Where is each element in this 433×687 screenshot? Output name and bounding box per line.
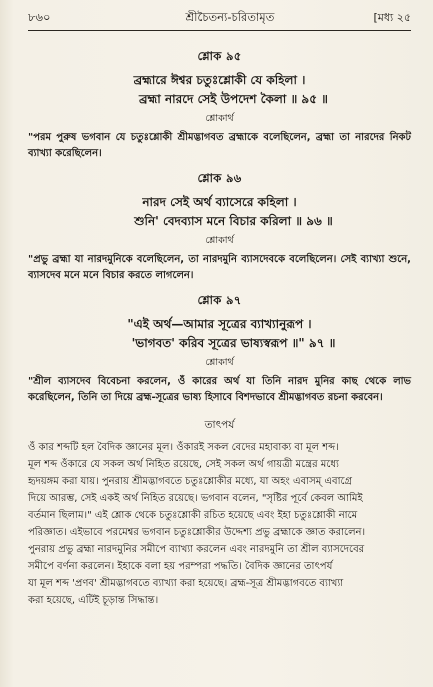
purport-line: করা হয়েছে, এটিই চূড়ান্ত সিদ্ধান্ত। xyxy=(28,595,159,606)
purport-text xyxy=(28,439,411,609)
purport-line: দিয়ে আরম্ভ, সেই একই অর্থ নিহিত রয়েছে। ভগবান বলেন, "সৃষ্টির পূর্বে কেবল আমিই xyxy=(28,493,363,504)
translation-text: "শ্রীল ব্যাসদেব বিবেচনা করলেন, ওঁ কারের অর্থ যা তিনি নারদ মুনির কাছ থেকে লাভ করেছিলেন, তিনি তা দিয়ে ব্রহ্ম-সূত্রের ভাষ্য হিসাবে বিশদভাবে শ্রীমদ্ভাগবত রচনা করবেন। xyxy=(28,376,411,403)
purport-line: যা মূল শব্দ 'প্রণব' শ্রীমদ্ভাগবতে ব্যাখ্যা করা হয়েছে। ব্রহ্ম-সূত্র শ্রীমদ্ভাগবতে ব্যাখ্যা xyxy=(28,578,344,589)
verse-title: শ্লোক ৯৬ xyxy=(197,171,242,185)
header-divider xyxy=(28,30,411,31)
verse-title: শ্লোক ৯৫ xyxy=(197,49,242,63)
verse-line: শুনি' বেদব্যাস মনে বিচার করিলা ॥ ৯৬ ॥ xyxy=(134,214,333,228)
purport-title: তাৎপর্য xyxy=(204,419,235,431)
purport-line: সমীপে বর্ণনা করলেন। ইহাকে বলা হয় পরম্পরা পদ্ধতি। বৈদিক জ্ঞানের তাৎপর্য xyxy=(28,561,333,572)
translation-text: "প্রভু ব্রহ্মা যা নারদমুনিকে বলেছিলেন, তা নারদমুনি ব্যাসদেবকে বলেছিলেন। সেই ব্যাখ্যা শুনে, ব্যাসদেব মনে মনে বিচার করতে লাগলেন। xyxy=(28,254,411,281)
translation-title: শ্লোকার্থ xyxy=(205,357,234,368)
purport-line: হৃদয়ঙ্গম করা যায়। পুনরায় শ্রীমদ্ভাগবতে চতুঃশ্লোকীর মধ্যে, যা অহং এবাসম্ এবাগ্রে xyxy=(28,476,353,487)
purport-line: পুনরায় প্রভু ব্রহ্মা নারদমুনির সমীপে ব্যাখ্যা করলেন এবং নারদমুনি তা শ্রীল ব্যাসদেবের xyxy=(28,544,365,555)
verse-line: 'ভাগবত' করিব সূত্রের ভাষ্যস্বরূপ ॥" ৯৭ ॥ xyxy=(131,336,336,350)
translation-title: শ্লোকার্থ xyxy=(205,113,234,124)
verse-line: ব্রহ্মা নারদে সেই উপদেশ কৈলা ॥ ৯৫ ॥ xyxy=(139,92,328,106)
purport-line: বর্তমান ছিলাম।" এই শ্লোক থেকে চতুঃশ্লোকী রচিত হয়েছে এবং ইহা চতুঃশ্লোকী নামে xyxy=(28,510,358,521)
section-label: [মধ্য ২৫ xyxy=(373,10,411,24)
book-title: শ্রীচৈতন্য-চরিতামৃত xyxy=(185,9,275,24)
purport-line: ওঁ কার শব্দটি হল বৈদিক জ্ঞানের মূল। ওঁকারই সকল বেদের মহাবাক্য বা মূল শব্দ। xyxy=(28,442,339,453)
verse-line: ব্রহ্মারে ঈশ্বর চতুঃশ্লোকী যে কহিলা । xyxy=(133,73,306,87)
verse-line: নারদ সেই অর্থ ব্যাসেরে কহিলা । xyxy=(142,195,297,209)
page-content xyxy=(28,40,411,609)
translation-text: "পরম পুরুষ ভগবান যে চতুঃশ্লোকী শ্রীমদ্ভাগবত ব্রহ্মাকে বলেছিলেন, ব্রহ্মা তা নারদের নিকট ব্যাখ্যা করেছিলেন। xyxy=(28,132,411,159)
page-header xyxy=(28,7,411,29)
purport-line: মূল শব্দ ওঁকারে যে সকল অর্থ নিহিত রয়েছে, সেই সকল অর্থ গায়ত্রী মন্ত্রের মধ্যে xyxy=(28,459,339,470)
translation-title: শ্লোকার্থ xyxy=(205,235,234,246)
purport-line: পরিজ্ঞাত। এইভাবে পরমেশ্বর ভগবান চতুঃশ্লোকীর উদ্দেশ্য প্রভু ব্রহ্মাকে জ্ঞাত করালেন। xyxy=(28,527,366,538)
verse-title: শ্লোক ৯৭ xyxy=(197,293,242,307)
page-number: ৮৬০ xyxy=(28,9,51,24)
verse-line: "এই অর্থ—আমার সূত্রের ব্যাখ্যানুরূপ । xyxy=(127,317,312,331)
